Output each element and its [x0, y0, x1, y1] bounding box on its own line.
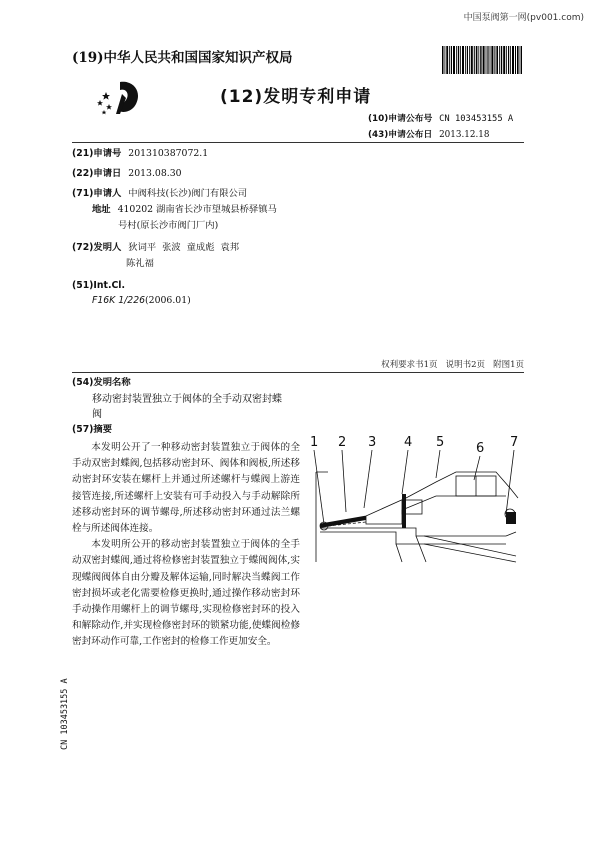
inventor-line2: 陈礼福 [126, 258, 154, 269]
figure-label-4: 4 [404, 435, 413, 450]
intcl-year: (2006.01) [145, 295, 191, 306]
application-date-row [72, 166, 182, 181]
figure-label-6: 6 [476, 441, 485, 456]
application-number-label: (21)申请号 [72, 148, 122, 159]
patent-office-name: (19)中华人民共和国国家知识产权局 [72, 50, 293, 66]
application-number-value: 201310387072.1 [128, 148, 209, 159]
figure-label-5: 5 [436, 435, 445, 450]
application-date-value: 2013.08.30 [128, 168, 182, 179]
applicant-row [72, 186, 247, 201]
publication-number-label: (10)申请公布号 [368, 114, 433, 124]
site-watermark: 中国泵阀第一网(pv001.com) [463, 13, 584, 23]
application-number-row [72, 146, 208, 161]
inventor-row [72, 240, 239, 255]
publication-date-value: 2013.12.18 [439, 130, 490, 140]
valve-drawing-figure [306, 432, 528, 568]
pages-divider [72, 372, 524, 373]
address-line2: 号村(原长沙市阀门厂内) [118, 220, 219, 231]
invention-title-line1: 移动密封装置独立于阀体的全手动双密封蝶 [92, 394, 282, 405]
abstract-label: (57)摘要 [72, 424, 113, 435]
inventor-label: (72)发明人 [72, 242, 122, 253]
abstract-paragraph-2: 本发明所公开的移动密封装置独立于阀体的全手动双密封蝶阀,通过将检修密封装置独立于蝶阀阀体,实现蝶阀阀体自由分瓣及解体运输,同时解决当蝶阀工作密封损坏或老化需要检修更换时,通过操作移动密封环手动操作用螺杆上的调节螺母,实现检修密封环的投入和解除动作,并实现检修密封环的锁紧功能,使蝶阀检修密封环动作可靠,工作密封的检修工作更加安全。 [72, 539, 300, 648]
publication-date-label: (43)申请公布日 [368, 130, 433, 140]
publication-number-value: CN 103453155 A [439, 114, 514, 124]
applicant-label: (71)申请人 [72, 188, 122, 199]
figure-label-7: 7 [510, 435, 519, 450]
intcl-classification [92, 293, 191, 308]
page-count-info: 权利要求书1页 说明书2页 附图1页 [381, 360, 524, 370]
cnipa-logo-emblem [96, 78, 152, 118]
figure-label-1: 1 [310, 435, 319, 450]
figure-label-3: 3 [368, 435, 377, 450]
intcl-code: F16K 1/226 [92, 295, 146, 306]
publication-date-row [368, 127, 489, 140]
drawing-lines [314, 450, 518, 562]
application-date-label: (22)申请日 [72, 168, 122, 179]
abstract-body [72, 440, 300, 651]
applicant-value: 中阀科技(长沙)阀门有限公司 [128, 188, 248, 199]
abstract-label-row [72, 422, 112, 437]
document-type-title: (12)发明专利申请 [220, 87, 372, 107]
address-label: 地址 [92, 204, 111, 215]
invention-title [92, 392, 302, 422]
address-row [92, 202, 277, 217]
figure-label-2: 2 [338, 435, 347, 450]
publication-number-row [368, 111, 513, 124]
inventor-line1: 狄词平 张波 童成彪 袁邦 [128, 242, 239, 253]
side-publication-code: CN 103453155 A [60, 678, 70, 750]
intcl-label-text: (51)Int.Cl. [72, 280, 126, 291]
drawing-hatching [320, 494, 516, 528]
intcl-label [72, 278, 125, 293]
barcode [442, 46, 522, 74]
invention-title-line2: 阀 [92, 409, 102, 420]
address-line1: 410202 湖南省长沙市望城县桥驿镇马 [117, 204, 277, 215]
invention-title-label: (54)发明名称 [72, 377, 131, 388]
header-divider [72, 142, 524, 143]
invention-title-label-row [72, 375, 131, 390]
abstract-paragraph-1: 本发明公开了一种移动密封装置独立于阀体的全手动双密封蝶阀,包括移动密封环、阀体和阀板,所述移动密封环安装在螺杆上并通过所述螺杆与蝶阀上游连接管连接,所述螺杆上安装有可手动投入与手动解除所述移动密封环的调节螺母,所述移动密封环通过法兰螺栓与所述阀体连接。 [72, 442, 300, 535]
